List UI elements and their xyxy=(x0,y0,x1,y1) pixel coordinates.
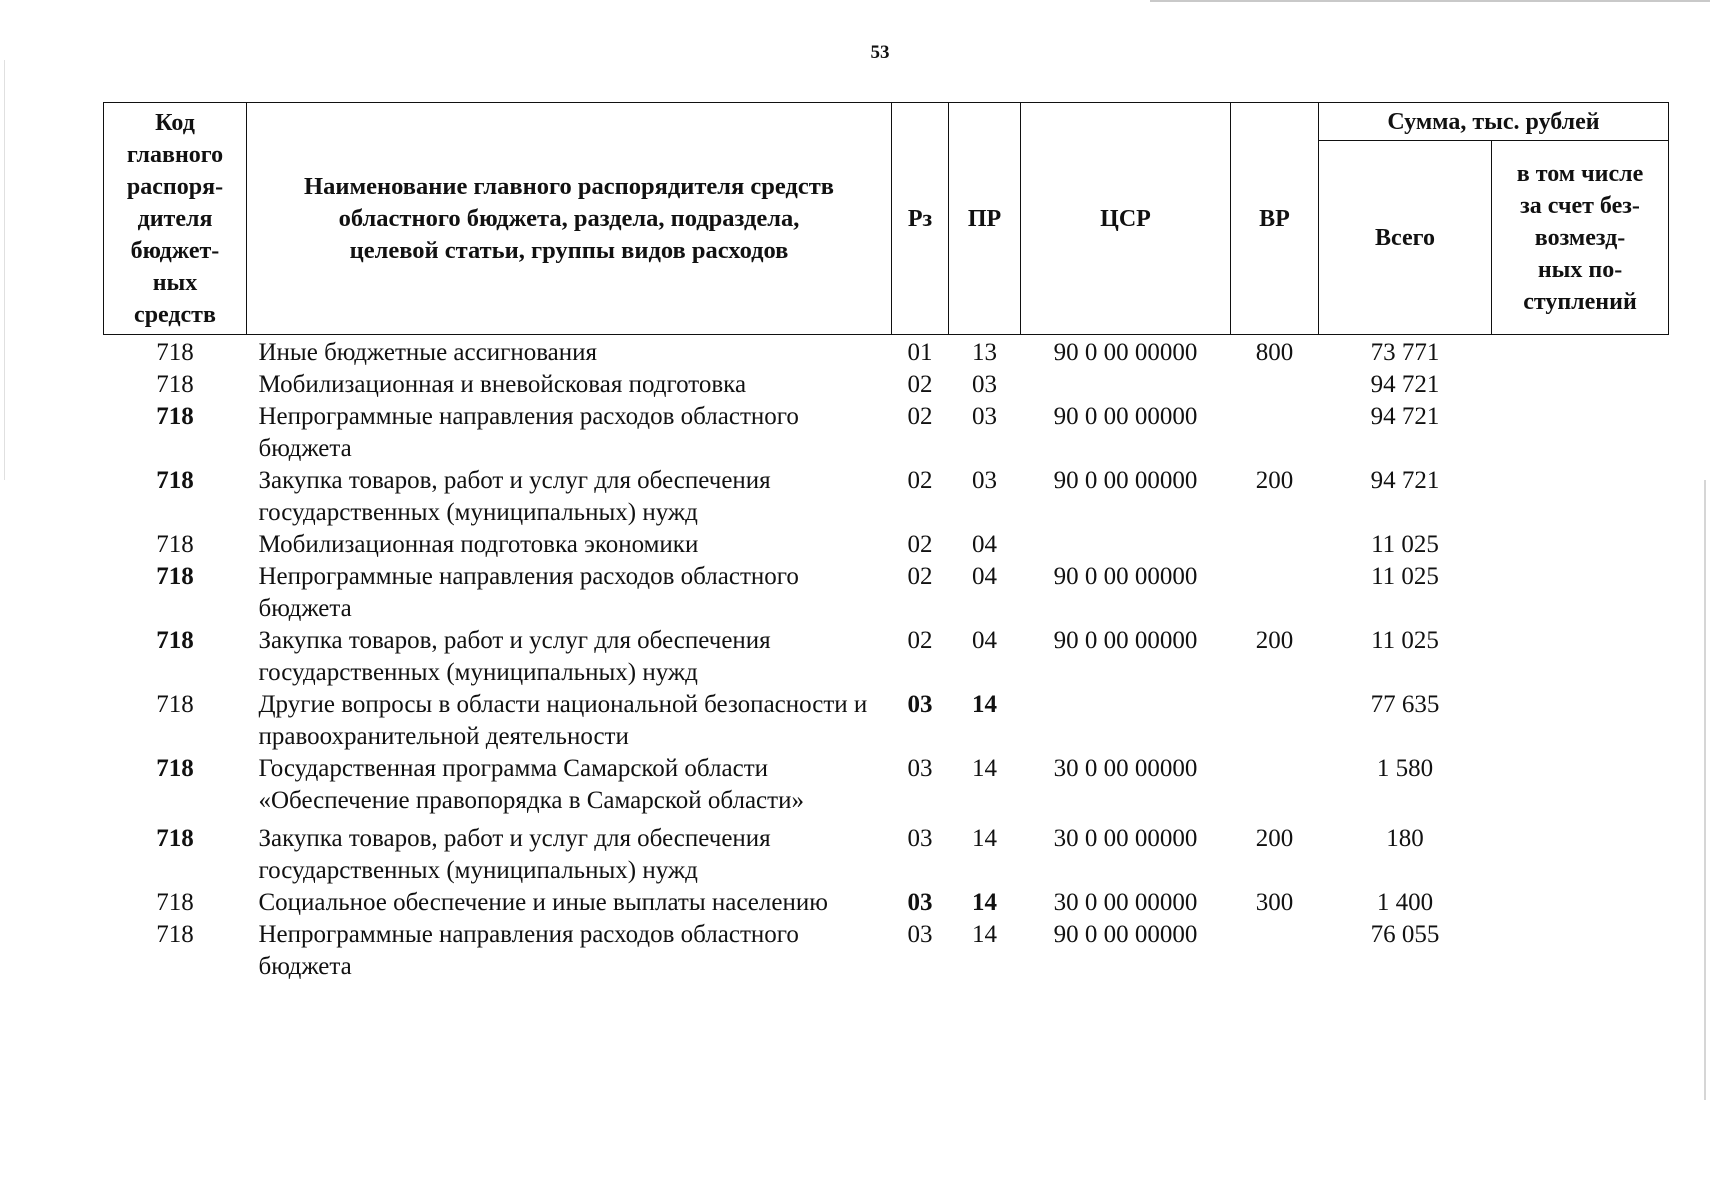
cell-pr: 13 xyxy=(972,339,997,366)
cell-csr: 30 0 00 00000 xyxy=(1053,889,1198,916)
cell-free xyxy=(1492,625,1669,689)
cell-name: Мобилизационная подготовка экономики xyxy=(258,531,699,558)
cell-code: 718 xyxy=(156,691,194,718)
cell-code: 718 xyxy=(156,627,194,654)
cell-rz: 02 xyxy=(907,403,933,430)
cell-code: 718 xyxy=(156,921,194,948)
table-row xyxy=(104,689,1669,753)
header-free: в том числе за счет без- возмезд- ных по- ступлений xyxy=(1492,141,1669,335)
cell-rz: 01 xyxy=(907,339,933,366)
cell-rz: 03 xyxy=(907,889,933,916)
cell-pr: 04 xyxy=(972,627,997,654)
cell-total: 77 635 xyxy=(1370,691,1440,718)
table-row xyxy=(104,369,1669,401)
cell-csr: 90 0 00 00000 xyxy=(1053,563,1198,590)
table-row xyxy=(104,529,1669,561)
cell-code: 718 xyxy=(156,825,194,852)
cell-csr: 90 0 00 00000 xyxy=(1053,339,1198,366)
cell-csr: 90 0 00 00000 xyxy=(1053,403,1198,430)
cell-total: 94 721 xyxy=(1370,467,1440,494)
cell-total: 11 025 xyxy=(1371,531,1439,558)
cell-code: 718 xyxy=(156,531,194,558)
cell-name: Социальное обеспечение и иные выплаты населению xyxy=(258,889,828,916)
cell-total: 180 xyxy=(1386,825,1424,852)
cell-code: 718 xyxy=(156,339,194,366)
cell-total: 76 055 xyxy=(1370,921,1440,948)
cell-vr xyxy=(1231,919,1319,983)
table-row xyxy=(104,823,1669,887)
cell-csr: 90 0 00 00000 xyxy=(1053,921,1198,948)
cell-total: 1 580 xyxy=(1376,755,1434,782)
scan-artifact-line xyxy=(1704,480,1706,1100)
cell-pr: 03 xyxy=(972,403,997,430)
cell-pr: 14 xyxy=(972,889,997,916)
cell-rz: 02 xyxy=(907,563,933,590)
cell-total: 94 721 xyxy=(1370,403,1440,430)
scan-artifact-line xyxy=(1150,0,1710,2)
cell-vr: 200 xyxy=(1255,467,1294,494)
cell-csr: 30 0 00 00000 xyxy=(1053,825,1198,852)
cell-vr xyxy=(1231,369,1319,401)
cell-rz: 03 xyxy=(907,691,933,718)
table-header xyxy=(104,103,1669,335)
cell-vr xyxy=(1231,529,1319,561)
cell-rz: 03 xyxy=(907,825,933,852)
cell-vr xyxy=(1231,689,1319,753)
cell-total: 11 025 xyxy=(1371,627,1439,654)
cell-code: 718 xyxy=(156,889,194,916)
cell-name: Закупка товаров, работ и услуг для обеспечения государственных (муниципальных) нужд xyxy=(258,627,771,686)
cell-free xyxy=(1492,561,1669,625)
cell-rz: 02 xyxy=(907,627,933,654)
cell-rz: 02 xyxy=(907,467,933,494)
cell-free xyxy=(1492,689,1669,753)
cell-free xyxy=(1492,823,1669,887)
cell-pr: 04 xyxy=(972,531,997,558)
table-row xyxy=(104,887,1669,919)
cell-rz: 03 xyxy=(907,921,933,948)
cell-pr: 03 xyxy=(972,467,997,494)
table-row xyxy=(104,401,1669,465)
cell-code: 718 xyxy=(156,467,194,494)
page-number: 53 xyxy=(870,42,890,63)
cell-csr xyxy=(1021,369,1231,401)
cell-pr: 14 xyxy=(972,755,997,782)
cell-code: 718 xyxy=(156,563,194,590)
cell-name: Непрограммные направления расходов областного бюджета xyxy=(258,921,799,980)
cell-pr: 14 xyxy=(972,825,997,852)
cell-name: Иные бюджетные ассигнования xyxy=(258,339,598,366)
cell-rz: 02 xyxy=(907,531,933,558)
cell-code: 718 xyxy=(156,371,194,398)
cell-free xyxy=(1492,753,1669,823)
cell-vr: 200 xyxy=(1255,825,1294,852)
cell-name: Закупка товаров, работ и услуг для обеспечения государственных (муниципальных) нужд xyxy=(258,825,771,884)
cell-name: Непрограммные направления расходов областного бюджета xyxy=(258,563,799,622)
cell-free xyxy=(1492,335,1669,370)
cell-vr: 800 xyxy=(1255,339,1294,366)
cell-free xyxy=(1492,401,1669,465)
cell-free xyxy=(1492,529,1669,561)
cell-code: 718 xyxy=(156,755,194,782)
cell-total: 73 771 xyxy=(1370,339,1440,366)
cell-total: 11 025 xyxy=(1371,563,1439,590)
header-rz: Рз xyxy=(892,103,949,335)
cell-csr xyxy=(1021,529,1231,561)
cell-csr: 90 0 00 00000 xyxy=(1053,627,1198,654)
cell-vr xyxy=(1231,753,1319,823)
cell-free xyxy=(1492,887,1669,919)
cell-rz: 02 xyxy=(907,371,933,398)
header-code: Код главного распоря- дителя бюджет- ных средств xyxy=(104,103,247,335)
header-vr: ВР xyxy=(1231,103,1319,335)
cell-csr: 30 0 00 00000 xyxy=(1053,755,1198,782)
cell-pr: 14 xyxy=(972,691,997,718)
header-total: Всего xyxy=(1319,141,1492,335)
cell-free xyxy=(1492,465,1669,529)
budget-table xyxy=(103,102,1669,983)
table-row xyxy=(104,919,1669,983)
cell-vr: 200 xyxy=(1255,627,1294,654)
cell-name: Государственная программа Самарской области «Обеспечение правопорядка в Самарской области» xyxy=(258,755,804,814)
cell-pr: 14 xyxy=(972,921,997,948)
table-row xyxy=(104,561,1669,625)
cell-free xyxy=(1492,369,1669,401)
cell-csr: 90 0 00 00000 xyxy=(1053,467,1198,494)
header-csr: ЦСР xyxy=(1021,103,1231,335)
table-row xyxy=(104,753,1669,823)
table-row xyxy=(104,625,1669,689)
cell-name: Мобилизационная и вневойсковая подготовка xyxy=(258,371,747,398)
scan-artifact-line xyxy=(4,60,5,480)
cell-name: Закупка товаров, работ и услуг для обеспечения государственных (муниципальных) нужд xyxy=(258,467,771,526)
cell-vr xyxy=(1231,561,1319,625)
cell-vr: 300 xyxy=(1255,889,1294,916)
cell-rz: 03 xyxy=(907,755,933,782)
cell-name: Непрограммные направления расходов областного бюджета xyxy=(258,403,799,462)
cell-free xyxy=(1492,919,1669,983)
cell-csr xyxy=(1021,689,1231,753)
table-row xyxy=(104,465,1669,529)
cell-total: 1 400 xyxy=(1376,889,1434,916)
cell-name: Другие вопросы в области национальной безопасности и правоохранительной деятельности xyxy=(258,691,868,750)
cell-code: 718 xyxy=(156,403,194,430)
cell-total: 94 721 xyxy=(1370,371,1440,398)
header-sum: Сумма, тыс. рублей xyxy=(1319,103,1669,141)
header-name: Наименование главного распорядителя средств областного бюджета, раздела, подраздела, целевой статьи, группы видов расходов xyxy=(247,103,892,335)
table-row xyxy=(104,335,1669,370)
cell-pr: 03 xyxy=(972,371,997,398)
header-pr: ПР xyxy=(949,103,1021,335)
cell-vr xyxy=(1231,401,1319,465)
table-body xyxy=(104,335,1669,984)
cell-pr: 04 xyxy=(972,563,997,590)
